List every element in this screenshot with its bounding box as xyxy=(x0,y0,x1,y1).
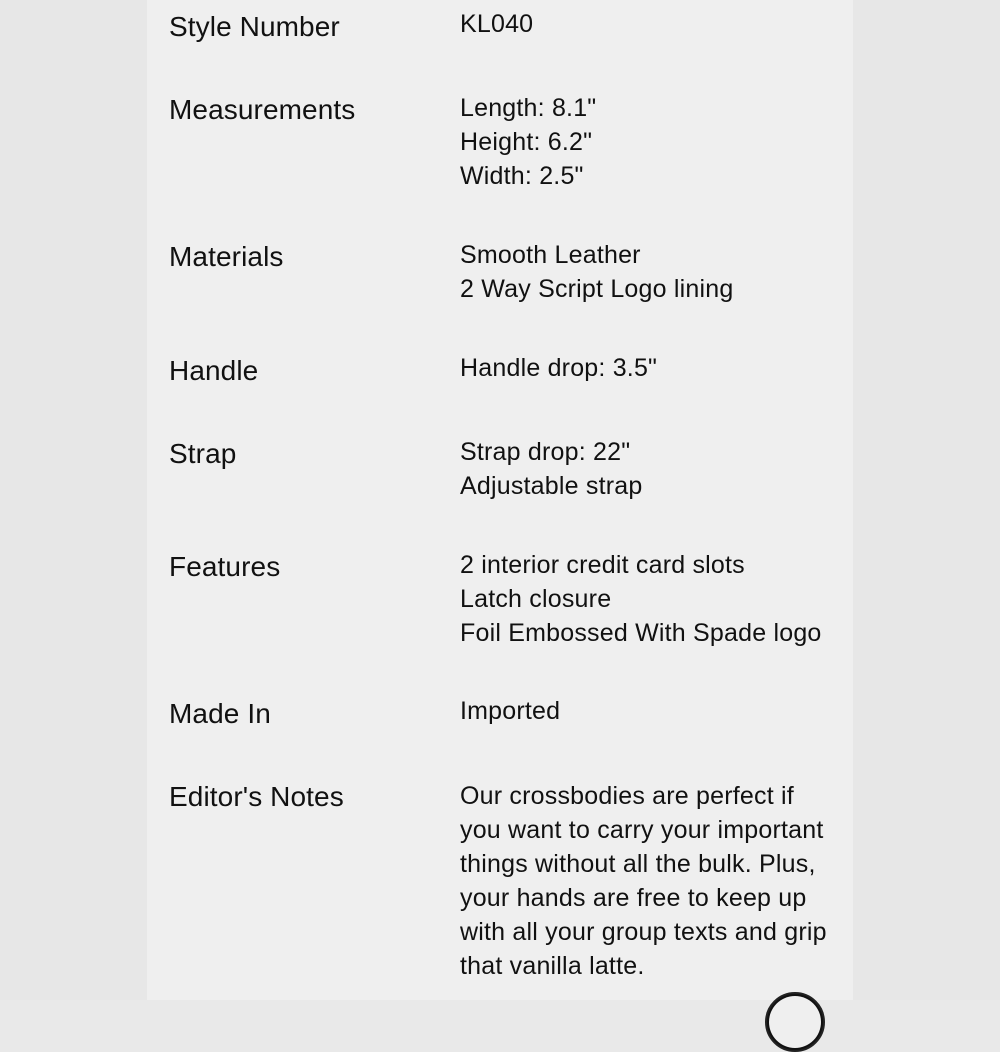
spec-value-materials xyxy=(460,238,860,306)
spec-label-measurements: Measurements xyxy=(169,93,355,127)
spec-value-line: Handle drop: 3.5" xyxy=(460,351,860,385)
spec-value-line: Smooth Leather xyxy=(460,238,860,272)
spec-value-line: Length: 8.1" xyxy=(460,91,860,125)
spec-label-style-number: Style Number xyxy=(169,10,340,44)
product-details-panel xyxy=(147,0,853,1000)
spec-value-line: Height: 6.2" xyxy=(460,125,860,159)
spec-value-style-number xyxy=(460,7,860,41)
spec-value-line: KL040 xyxy=(460,7,860,41)
spec-value-strap xyxy=(460,435,860,503)
spec-label-materials: Materials xyxy=(169,240,284,274)
spec-value-made-in xyxy=(460,694,860,728)
spec-label-strap: Strap xyxy=(169,437,236,471)
spec-value-line: 2 interior credit card slots xyxy=(460,548,860,582)
spec-label-handle: Handle xyxy=(169,354,258,388)
spec-label-features: Features xyxy=(169,550,280,584)
spec-value-line: Adjustable strap xyxy=(460,469,860,503)
spec-value-line: Latch closure xyxy=(460,582,860,616)
spec-value-line: Width: 2.5" xyxy=(460,159,860,193)
spec-label-made-in: Made In xyxy=(169,697,271,731)
spec-value-editors-notes: Our crossbodies are perfect if you want to carry your important things without all the bulk. Plus, your hands are free to keep up with all your group texts and grip that vanilla latte. xyxy=(460,779,840,983)
spec-value-measurements xyxy=(460,91,860,193)
spec-value-line: Strap drop: 22" xyxy=(460,435,860,469)
spec-value-line: Foil Embossed With Spade logo xyxy=(460,616,860,650)
floating-action-button[interactable] xyxy=(765,992,825,1052)
spec-value-features xyxy=(460,548,860,650)
spec-value-line: 2 Way Script Logo lining xyxy=(460,272,860,306)
spec-value-handle xyxy=(460,351,860,385)
spec-value-line: Imported xyxy=(460,694,860,728)
spec-label-editors-notes: Editor's Notes xyxy=(169,780,344,814)
